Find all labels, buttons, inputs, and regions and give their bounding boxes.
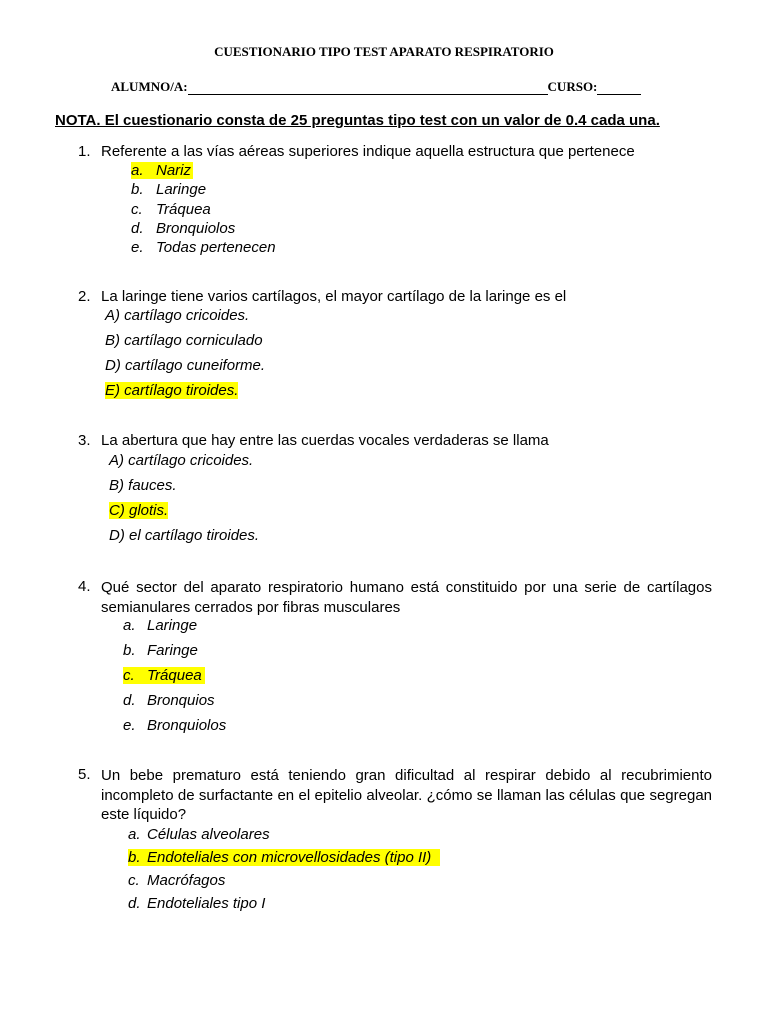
answer-option: C) glotis. <box>109 502 169 519</box>
answer-option <box>123 667 205 684</box>
option-text: Tráquea <box>147 667 202 684</box>
option-marker: d. <box>123 692 136 709</box>
answer-option: B) cartílago corniculado <box>105 332 263 349</box>
option-text: Macrófagos <box>147 872 226 889</box>
question-number: 5. <box>78 766 91 783</box>
option-text: Todas pertenecen <box>156 239 276 256</box>
option-marker: e. <box>131 239 144 256</box>
question-number: 1. <box>78 143 91 160</box>
option-marker: a. <box>123 617 136 634</box>
student-label: ALUMNO/A: <box>111 79 188 94</box>
answer-option <box>123 642 198 659</box>
option-text: Bronquios <box>147 692 215 709</box>
option-marker: c. <box>131 201 143 218</box>
answer-option <box>131 162 193 179</box>
option-text: Endoteliales con microvellosidades (tipo II) <box>147 849 432 866</box>
answer-option <box>131 201 211 218</box>
answer-option <box>131 239 276 256</box>
document-title: CUESTIONARIO TIPO TEST APARATO RESPIRATORIO <box>214 44 554 59</box>
option-marker: b. <box>123 642 136 659</box>
student-name-blank <box>188 83 548 95</box>
option-marker: b. <box>131 181 144 198</box>
question-number: 4. <box>78 578 91 595</box>
question-text: Referente a las vías aéreas superiores indique aquella estructura que pertenece <box>101 143 635 160</box>
question-number: 2. <box>78 288 91 305</box>
answer-option: D) cartílago cuneiforme. <box>105 357 266 374</box>
option-marker: b. <box>128 849 141 866</box>
exam-note: NOTA. El cuestionario consta de 25 preguntas tipo test con un valor de 0.4 cada una. <box>55 112 660 129</box>
option-marker: d. <box>131 220 144 237</box>
option-marker: a. <box>128 826 141 843</box>
answer-option <box>128 826 270 843</box>
question-text: La abertura que hay entre las cuerdas vocales verdaderas se llama <box>101 432 549 449</box>
option-marker: d. <box>128 895 141 912</box>
option-text: Bronquiolos <box>156 220 236 237</box>
answer-option <box>123 717 227 734</box>
answer-option <box>123 617 198 634</box>
answer-option <box>123 692 215 709</box>
option-text: Nariz <box>156 162 192 179</box>
question-text: Un bebe prematuro está teniendo gran dificultad al respirar debido al recubrimiento incompleto de surfactante en el epitelio alveolar. ¿cómo se llaman las células que segregan este líquido? <box>101 767 712 823</box>
option-marker: e. <box>123 717 136 734</box>
option-marker: c. <box>123 667 135 684</box>
course-blank <box>597 83 641 95</box>
answer-option: E) cartílago tiroides. <box>105 382 239 399</box>
answer-option: D) el cartílago tiroides. <box>109 527 260 544</box>
answer-option <box>128 895 266 912</box>
question-text: Qué sector del aparato respiratorio humano está constituido por una serie de cartílagos semianulares cerrados por fibras musculares <box>101 579 712 616</box>
option-text: Endoteliales tipo I <box>147 895 266 912</box>
answer-option <box>128 872 226 889</box>
option-text: Tráquea <box>156 201 211 218</box>
answer-option: B) fauces. <box>109 477 177 494</box>
option-text: Células alveolares <box>147 826 270 843</box>
option-text: Laringe <box>156 181 207 198</box>
answer-option <box>128 849 440 866</box>
course-label: CURSO: <box>547 79 598 94</box>
option-text: Faringe <box>147 642 198 659</box>
option-text: Laringe <box>147 617 198 634</box>
answer-option <box>131 181 207 198</box>
option-text: Bronquiolos <box>147 717 227 734</box>
option-marker: c. <box>128 872 140 889</box>
answer-option <box>131 220 236 237</box>
answer-option: A) cartílago cricoides. <box>105 307 250 324</box>
question-number: 3. <box>78 432 91 449</box>
answer-option: A) cartílago cricoides. <box>109 452 254 469</box>
option-marker: a. <box>131 162 144 179</box>
question-text: La laringe tiene varios cartílagos, el mayor cartílago de la laringe es el <box>101 288 567 305</box>
student-info-line <box>111 79 641 95</box>
